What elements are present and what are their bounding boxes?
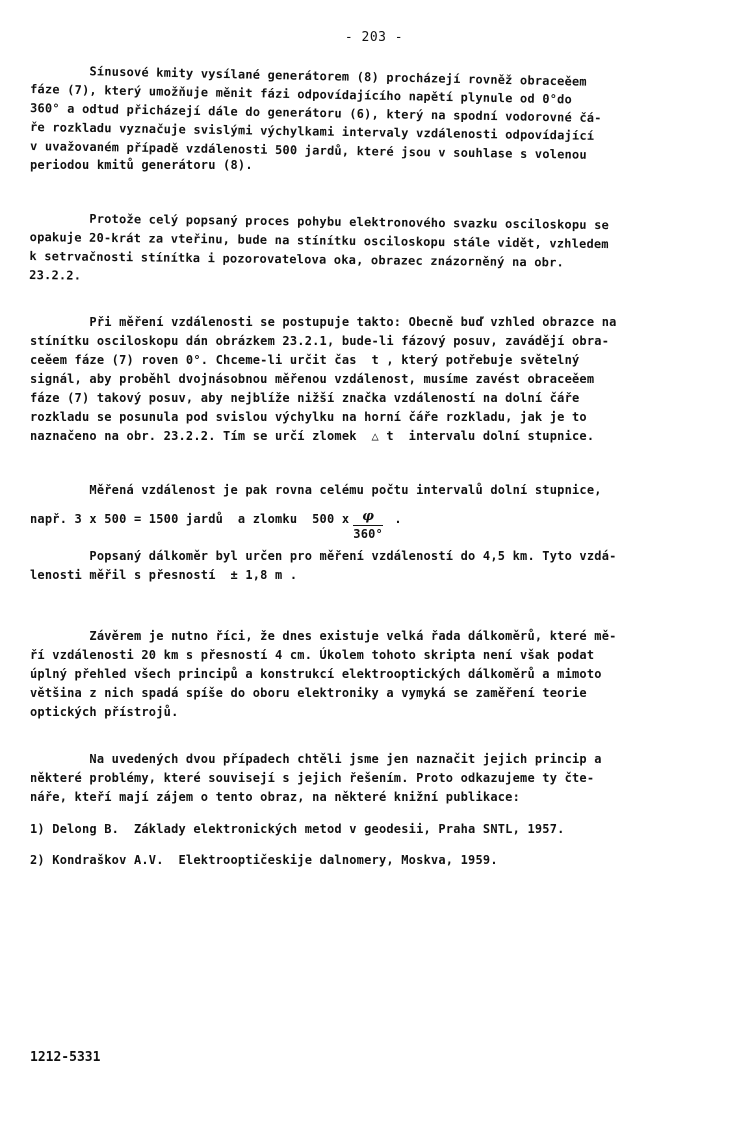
text-line: ře rozkladu vyznačuje svislými výchylkami intervaly vzdálenosti odpovídající bbox=[29, 120, 595, 143]
text-line: Sínusové kmity vysílané generátorem (8) procházejí rovněž obraceěem bbox=[29, 63, 587, 89]
reference-text: 1) Delong B. Základy elektronických metod v geodesii, Praha SNTL, 1957. bbox=[30, 822, 565, 836]
formula-prefix: např. 3 x 500 = 1500 jardů a zlomku 500 x bbox=[30, 512, 350, 526]
text-line: lenosti měřil s přesností ± 1,8 m . bbox=[30, 568, 298, 582]
text-line: opakuje 20-krát za vteřinu, bude na stínítku osciloskopu stále vidět, vzhledem bbox=[29, 229, 609, 252]
text-line: v uvažovaném případě vzdálenosti 500 jardů, které jsou v souhlase s volenou bbox=[29, 139, 587, 162]
page-number: - 203 - bbox=[344, 30, 404, 45]
text-line: ceěem fáze (7) roven 0°. Chceme-li určit čas t , který potřebuje světelný bbox=[30, 353, 580, 367]
paragraph-mereni-vzdalenosti bbox=[30, 316, 720, 449]
reference-text: 2) Kondraškov A.V. Elektrooptičeskije dalnomery, Moskva, 1959. bbox=[30, 853, 498, 867]
text-line: rozkladu se posunula pod svislou výchylku na horní čáře rozkladu, jak je to bbox=[30, 410, 587, 424]
text-line: 360° a odtud přicházejí dále do generátoru (6), který na spodní vodorovné čá- bbox=[29, 101, 602, 125]
text-line: Při měření vzdálenosti se postupuje takto: Obecně buď vzhled obrazce na bbox=[30, 315, 617, 329]
fraction-numerator: φ bbox=[353, 509, 383, 526]
text-line: Měřená vzdálenost je pak rovna celému počtu intervalů dolní stupnice, bbox=[30, 483, 602, 497]
paragraph-proces-pohybu bbox=[29, 212, 720, 296]
text-line: k setrvačnosti stínítka i pozorovatelova oka, obrazec znázorněný na obr. bbox=[29, 248, 565, 270]
text-line: optických přístrojů. bbox=[30, 705, 179, 719]
paragraph-popsany-dalkomer bbox=[30, 550, 720, 588]
phase-fraction bbox=[353, 509, 383, 542]
text-line: většina z nich spadá spíše do oboru elektroniky a vymyká se zaměření teorie bbox=[30, 686, 587, 700]
text-line: Protože celý popsaný proces pohybu elektronového svazku osciloskopu se bbox=[29, 211, 610, 233]
text-line: naznačeno na obr. 23.2.2. Tím se určí zlomek △ t intervalu dolní stupnice. bbox=[30, 429, 595, 443]
formula-line bbox=[30, 503, 720, 543]
reference-item bbox=[30, 823, 720, 842]
text-line: náře, kteří mají zájem o tento obraz, na některé knižní publikace: bbox=[30, 790, 521, 804]
text-line: fáze (7), který umožňuje měnit fázi odpovídajícího napětí plynule od 0°do bbox=[29, 82, 573, 107]
paragraph-zaverem bbox=[30, 630, 720, 725]
text-line: Na uvedených dvou případech chtěli jsme jen naznačit jejich princip a bbox=[30, 752, 602, 766]
reference-item bbox=[30, 854, 720, 873]
text-line: fáze (7) takový posuv, aby nejblíže nižší značka vzdáleností na dolní čáře bbox=[30, 391, 580, 405]
text-line: ří vzdálenosti 20 km s přesností 4 cm. Úkolem tohoto skripta není však podat bbox=[30, 648, 595, 662]
text-line: Popsaný dálkoměr byl určen pro měření vzdáleností do 4,5 km. Tyto vzdá- bbox=[30, 549, 617, 563]
text-line: periodou kmitů generátoru (8). bbox=[30, 158, 253, 172]
text-line: Závěrem je nutno říci, že dnes existuje velká řada dálkoměrů, které mě- bbox=[30, 629, 617, 643]
text-line: 23.2.2. bbox=[29, 267, 82, 283]
paragraph-sinusove-kmity bbox=[30, 64, 720, 178]
paragraph-uvedene-pripady bbox=[30, 753, 720, 810]
text-line: úplný přehled všech principů a konstrukcí elektrooptických dálkoměrů a mimoto bbox=[30, 667, 602, 681]
formula-suffix: . bbox=[386, 512, 402, 526]
paragraph-merena-vzdalenost bbox=[30, 484, 720, 543]
text-line: některé problémy, které souvisejí s jejich řešením. Proto odkazujeme ty čte- bbox=[30, 771, 595, 785]
fraction-denominator: 360° bbox=[353, 527, 383, 541]
text-line: stínítku osciloskopu dán obrázkem 23.2.1, bude-li fázový posuv, zavádějí obra- bbox=[30, 334, 610, 348]
footer-code: 1212-5331 bbox=[30, 1050, 101, 1065]
text-line: signál, aby proběhl dvojnásobnou měřenou vzdálenost, musíme zavést obraceěem bbox=[30, 372, 595, 386]
